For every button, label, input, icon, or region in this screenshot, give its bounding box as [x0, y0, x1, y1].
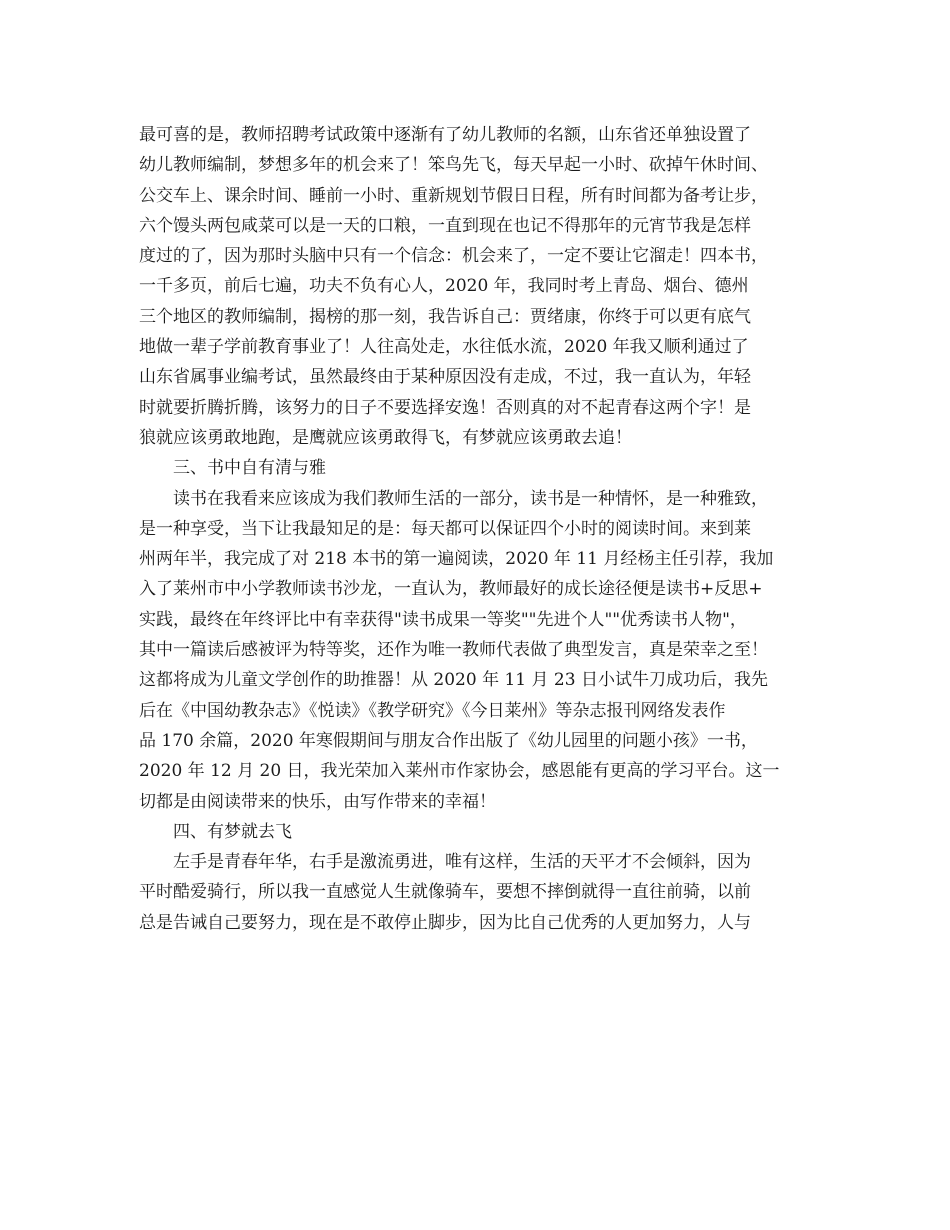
text-line: 度过的了，因为那时头脑中只有一个信念：机会来了，一定不要让它溜走！四本书， [139, 246, 768, 267]
document-body [139, 120, 829, 938]
text-line: 地做一辈子学前教育事业了！人往高处走，水往低水流，2020 年我又顺利通过了 [139, 337, 749, 358]
text-line: 公交车上、课余时间、睡前一小时、重新规划节假日日程，所有时间都为备考让步， [139, 185, 768, 206]
text-line: 是一种享受，当下让我最知足的是：每天都可以保证四个小时的阅读时间。来到莱 [139, 518, 751, 539]
text-line: 这都将成为儿童文学创作的助推器！从 2020 年 11 月 23 日小试牛刀成功后，我先 [139, 670, 768, 691]
text-line: 三个地区的教师编制，揭榜的那一刻，我告诉自己：贾绪康，你终于可以更有底气 [139, 306, 751, 327]
text-line: 总是告诫自己要努力，现在是不敢停止脚步，因为比自己优秀的人更加努力，人与 [139, 912, 751, 933]
text-line: 入了莱州市中小学教师读书沙龙，一直认为，教师最好的成长途径便是读书+反思+ [139, 579, 763, 600]
text-line: 一千多页，前后七遍，功夫不负有心人，2020 年，我同时考上青岛、烟台、德州 [139, 276, 749, 297]
section-heading: 四、有梦就去飞 [173, 821, 292, 842]
text-line: 读书在我看来应该成为我们教师生活的一部分，读书是一种情怀，是一种雅致， [173, 488, 768, 509]
text-line: 后在《中国幼教杂志》《悦读》《教学研究》《今日莱州》等杂志报刊网络发表作 [139, 700, 726, 721]
text-line: 山东省属事业编考试，虽然最终由于某种原因没有走成，不过，我一直认为，年轻 [139, 367, 751, 388]
text-line: 时就要折腾折腾，该努力的日子不要选择安逸！否则真的对不起青春这两个字！是 [139, 397, 751, 418]
text-line: 切都是由阅读带来的快乐，由写作带来的幸福！ [139, 791, 496, 812]
text-line: 品 170 余篇，2020 年寒假期间与朋友合作出版了《幼儿园里的问题小孩》一书， [139, 730, 758, 751]
text-line: 左手是青春年华，右手是激流勇进，唯有这样，生活的天平才不会倾斜，因为 [173, 852, 751, 873]
text-line: 六个馒头两包咸菜可以是一天的口粮，一直到现在也记不得那年的元宵节我是怎样 [139, 215, 751, 236]
text-line: 其中一篇读后感被评为特等奖，还作为唯一教师代表做了典型发言，真是荣幸之至！ [139, 640, 768, 661]
text-line: 平时酷爱骑行，所以我一直感觉人生就像骑车，要想不摔倒就得一直往前骑，以前 [139, 882, 751, 903]
text-line: 实践，最终在年终评比中有幸获得"读书成果一等奖""先进个人""优秀读书人物"， [139, 609, 747, 630]
text-line: 最可喜的是，教师招聘考试政策中逐渐有了幼儿教师的名额，山东省还单独设置了 [139, 125, 751, 145]
text-line: 幼儿教师编制，梦想多年的机会来了！笨鸟先飞，每天早起一小时、砍掉午休时间、 [139, 155, 768, 176]
section-heading: 三、书中自有清与雅 [173, 458, 326, 479]
text-line: 2020 年 12 月 20 日，我光荣加入莱州市作家协会，感恩能有更高的学习平台。这一 [139, 761, 780, 782]
text-line: 州两年半，我完成了对 218 本书的第一遍阅读，2020 年 11 月经杨主任引荐，我加 [139, 549, 774, 570]
text-line: 狼就应该勇敢地跑，是鹰就应该勇敢得飞，有梦就应该勇敢去追！ [139, 427, 632, 448]
